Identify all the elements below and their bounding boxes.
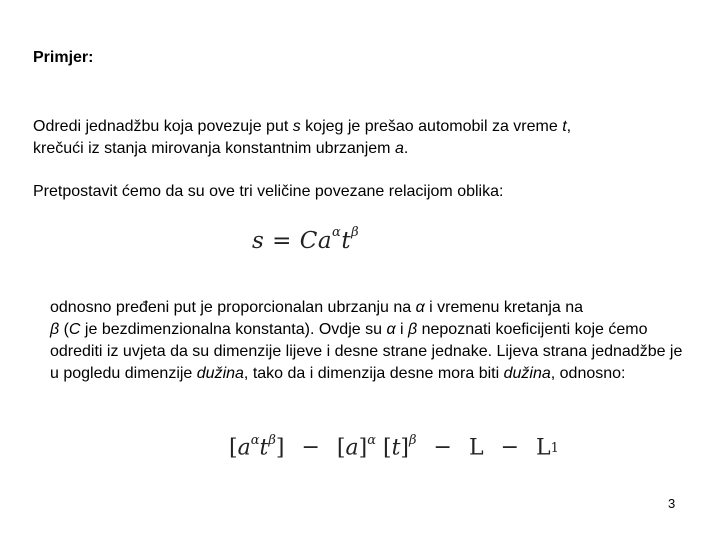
greek-beta: β <box>408 321 418 338</box>
eq-lhs: s <box>252 228 265 254</box>
task-text: kojeg je prešao automobil za vreme <box>300 118 563 135</box>
eq-alpha: α <box>332 225 342 241</box>
eq-a: a <box>345 435 359 461</box>
eq-equals: = <box>272 228 292 254</box>
slide-heading: Primjer: <box>33 49 94 66</box>
task-text: Odredi jednadžbu koja povezuje put <box>33 118 293 135</box>
page-number: 3 <box>668 496 676 511</box>
eq-length-unit: L <box>536 435 551 461</box>
greek-beta: β <box>50 321 60 338</box>
eq-exponent: 1 <box>550 441 559 457</box>
task-text: krečući iz stanja mirovanja konstantnim ubrzanjem <box>33 140 395 157</box>
bracket: ] <box>400 435 410 461</box>
expl-text: ( <box>59 321 69 338</box>
task-text: , <box>566 118 572 135</box>
eq-alpha: α <box>250 433 260 448</box>
expl-text: i vremenu kretanja na <box>424 299 584 316</box>
bracket: ] <box>275 435 285 461</box>
eq-a: a <box>317 228 333 254</box>
eq-const: C <box>299 228 318 254</box>
eq-dash: − <box>301 435 320 461</box>
eq-beta: β <box>268 433 276 448</box>
eq-beta: β <box>351 225 360 241</box>
bracket: ] <box>358 435 368 461</box>
bracket: [ <box>382 435 392 461</box>
expl-text: , tako da i dimenzija desne mora biti <box>243 365 504 382</box>
eq-alpha: α <box>367 433 376 448</box>
dimension-equation <box>229 435 559 460</box>
bracket: [ <box>229 435 238 461</box>
italic-duzina: dužina <box>503 365 551 382</box>
var-a: a <box>394 140 404 157</box>
var-s: s <box>292 118 301 135</box>
task-paragraph <box>33 116 693 160</box>
var-t: t <box>562 118 567 135</box>
greek-alpha: α <box>415 299 425 316</box>
relation-equation <box>252 225 360 254</box>
expl-text: i <box>395 321 409 338</box>
expl-text: odnosno pređeni put je proporcionalan ubrzanju na <box>50 299 416 316</box>
eq-t: t <box>391 435 401 461</box>
italic-duzina: dužina <box>196 365 244 382</box>
expl-text: je bezdimenzionalna konstanta). Ovdje su <box>80 321 387 338</box>
explanation-paragraph <box>50 297 690 385</box>
expl-text: nepoznati koeficijenti koje ćemo odrediti iz uvjeta da su dimenzije lijeve i desne strane jednake. Lijeva strana jednadžbe je u pogledu dimenzije <box>50 321 683 382</box>
eq-dash: − <box>500 435 520 461</box>
assumption-paragraph: Pretpostavit ćemo da su ove tri veličine povezane relacijom oblika: <box>33 183 504 200</box>
eq-t: t <box>341 228 352 254</box>
task-text: . <box>403 140 409 157</box>
greek-alpha: α <box>386 321 396 338</box>
eq-t: t <box>259 435 269 461</box>
eq-a: a <box>237 435 251 461</box>
bracket: [ <box>336 435 346 461</box>
eq-beta: β <box>409 433 417 448</box>
var-c: C <box>68 321 81 338</box>
expl-text: , odnosno: <box>550 365 626 382</box>
eq-dash: − <box>433 435 452 461</box>
eq-length-unit: L <box>468 435 484 461</box>
